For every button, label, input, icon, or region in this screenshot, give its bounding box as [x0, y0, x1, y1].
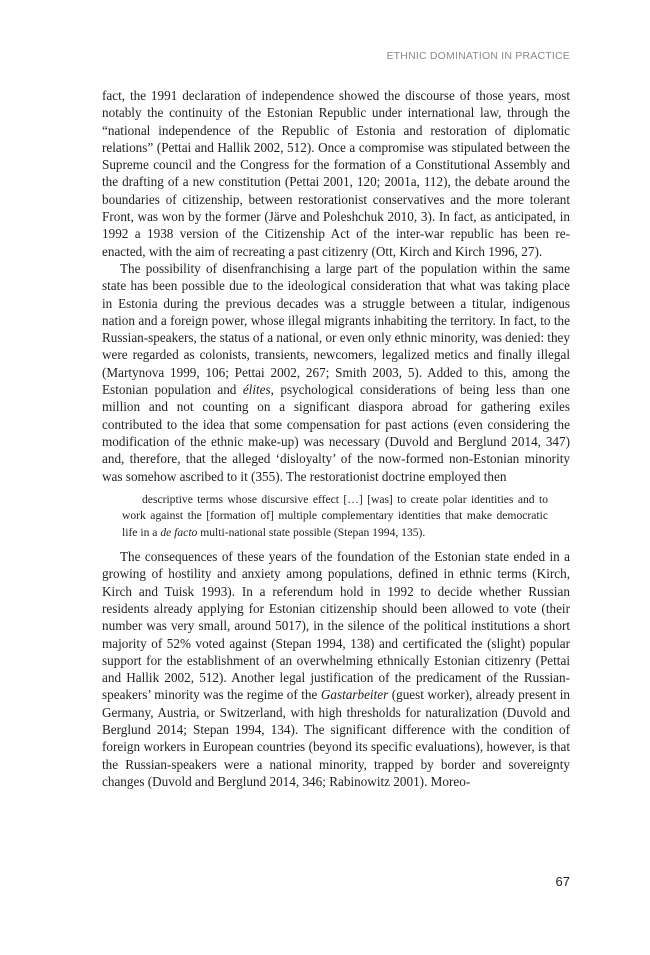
paragraph-1: fact, the 1991 declaration of independence showed the discourse of those years, most notably the continuity of the Estonian Republic under international law, through the “national independence of the Republic of Estonia and restoration of diplomatic relations” (Pettai and Hallik 2002, 512). Once a compromise was stipulated between the Supreme council and the Congress for the formation of a Constitutional Assembly and the drafting of a new constitution (Pettai 2001, 120; 2001a, 112), the debate around the boundaries of citizenship, between restorationist conservatives and the more tolerant Front, was won by the former (Järve and Poleshchuk 2010, 3). In fact, as anticipated, in 1992 a 1938 version of the Citizenship Act of the inter-war republic has been re-enacted, with the aim of recreating a past citizenry (Ott, Kirch and Kirch 1996, 27).	[102, 88, 570, 259]
paragraph-3-part-a: The consequences of these years of the foundation of the Estonian state ended in a growing of hostility and anxiety among populations, defined in ethnic terms (Kirch, Kirch and Tuisk 1993). In a referendum hold in 1992 to decide whether Russian residents already applying for Estonian citizenship should been allowed to vote (their number was very small, around 5017), in the silence of the political institutions a short majority of 52% voted against (Stepan 1994, 138) and certificated the (slight) popular support for the establishment of an overwhelming ethnically Estonian citizenry (Pettai and Hallik 2002, 512). Another legal justification of the predicament of the Russian-speakers’ minority was the regime of the	[102, 549, 570, 703]
running-header: ETHNIC DOMINATION IN PRACTICE	[386, 50, 570, 62]
page-number: 67	[555, 874, 570, 889]
main-text	[102, 87, 570, 790]
italic-term-elites: élites	[242, 382, 271, 398]
italic-term-de-facto: de facto	[160, 525, 198, 539]
block-quote	[122, 492, 548, 541]
paragraph-3	[102, 548, 570, 790]
block-quote-text	[122, 492, 548, 541]
italic-term-gastarbeiter: Gastarbeiter	[320, 687, 389, 703]
paragraph-2	[102, 260, 570, 485]
block-quote-part-b: multi-national state possible (Stepan 1994, 135).	[197, 525, 426, 539]
paragraph-3-part-b: (guest worker), already present in Germany, Austria, or Switzerland, with high thresholds for naturalization (Duvold and Berglund 2014; Stepan 1994, 134). The significant difference with the condition of foreign workers in European countries (beyond its specific evaluations), however, is that the Russian-speakers were a national minority, trapped by border and sovereignty changes (Duvold and Berglund 2014, 346; Rabinowitz 2001). Moreo-	[102, 687, 570, 789]
paragraph-2-part-a: The possibility of disenfranchising a large part of the population within the same state has been possible due to the ideological consideration that what was taking place in Estonia during the previous decades was a struggle between a titular, indigenous nation and a foreign power, whose illegal migrants inhabiting the territory. In fact, to the Russian-speakers, the status of a national, or even only ethnic minority, was denied: they were regarded as colonists, transients, newcomers, legalized metics and finally illegal (Martynova 1999, 106; Pettai 2002, 267; Smith 2003, 5). Added to this, among the Estonian population and	[102, 260, 570, 398]
block-quote-part-a: descriptive terms whose discursive effect […] [was] to create polar identities and to work against the [formation of] multiple complementary identities that make democratic life in a	[122, 492, 548, 539]
paragraph-2-part-b: , psychological considerations of being less than one million and not counting on a significant diaspora abroad for gathering exiles contributed to the idea that some compensation for past actions (even considering the modification of the ethnic make-up) was necessary (Duvold and Berglund 2014, 347) and, therefore, that the alleged ‘disloyalty’ of the now-formed non-Estonian minority was somehow ascribed to it (355). The restorationist doctrine employed then	[102, 382, 570, 484]
